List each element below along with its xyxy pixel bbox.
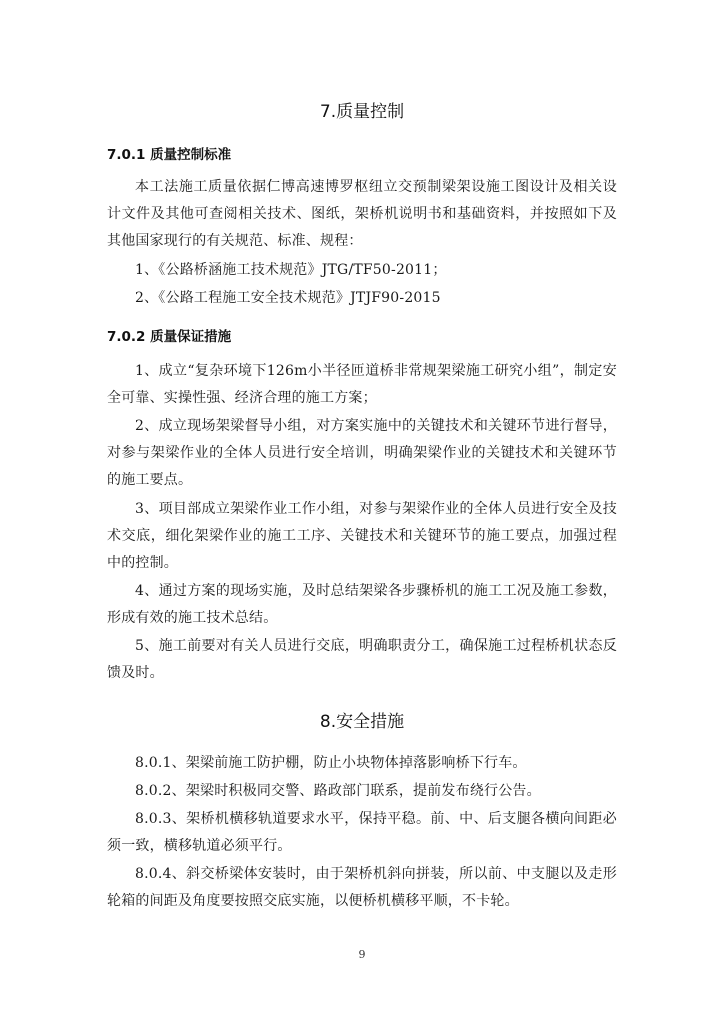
quality-measure-3: 3、项目部成立架梁作业工作小组，对参与架梁作业的全体人员进行安全及技术交底，细化架梁作业的施工工序、关键技术和关键环节的施工要点，加强过程中的控制。 [107, 501, 617, 571]
section-8-title: 8.安全措施 [319, 712, 405, 732]
standard-item-1: 1、《公路桥涵施工技术规范》JTG/TF50-2011； [135, 262, 447, 278]
section-7-title: 7.质量控制 [319, 102, 405, 122]
section-7-0-1-heading: 7.0.1 质量控制标准 [107, 147, 232, 163]
page-number: 9 [358, 948, 366, 961]
quality-measure-2: 2、成立现场架梁督导小组，对方案实施中的关键技术和关键环节进行督导，对参与架梁作业的全体人员进行安全培训，明确架梁作业的关键技术和关键环节的施工要点。 [107, 418, 617, 488]
safety-measure-1: 8.0.1、架梁前施工防护棚，防止小块物体掉落影响桥下行车。 [135, 755, 527, 771]
safety-measure-3: 8.0.3、架桥机横移轨道要求水平，保持平稳。前、中、后支腿各横向间距必须一致，横移轨道必须平行。 [107, 811, 617, 854]
section-7-0-1-paragraph: 本工法施工质量依据仁博高速博罗枢纽立交预制梁架设施工图设计及相关设计文件及其他可查阅相关技术、图纸，架桥机说明书和基础资料，并按照如下及其他国家现行的有关规范、标准、规程： [107, 179, 617, 249]
standard-item-2: 2、《公路工程施工安全技术规范》JTJF90-2015 [135, 290, 441, 306]
quality-measure-4: 4、通过方案的现场实施，及时总结架梁各步骤桥机的施工工况及施工参数，形成有效的施工技术总结。 [107, 583, 617, 626]
safety-measure-2: 8.0.2、架梁时积极同交警、路政部门联系，提前发布绕行公告。 [135, 783, 541, 799]
quality-measure-5: 5、施工前要对有关人员进行交底，明确职责分工，确保施工过程桥机状态反馈及时。 [107, 638, 617, 681]
section-7-0-2-heading: 7.0.2 质量保证措施 [107, 329, 232, 345]
safety-measure-4: 8.0.4、斜交桥梁体安装时，由于架桥机斜向拼装，所以前、中支腿以及走形轮箱的间距及角度要按照交底实施，以便桥机横移平顺，不卡轮。 [107, 866, 617, 909]
quality-measure-1: 1、成立“复杂环境下126m小半径匝道桥非常规架梁施工研究小组”，制定安全可靠、实操性强、经济合理的施工方案； [107, 363, 617, 406]
